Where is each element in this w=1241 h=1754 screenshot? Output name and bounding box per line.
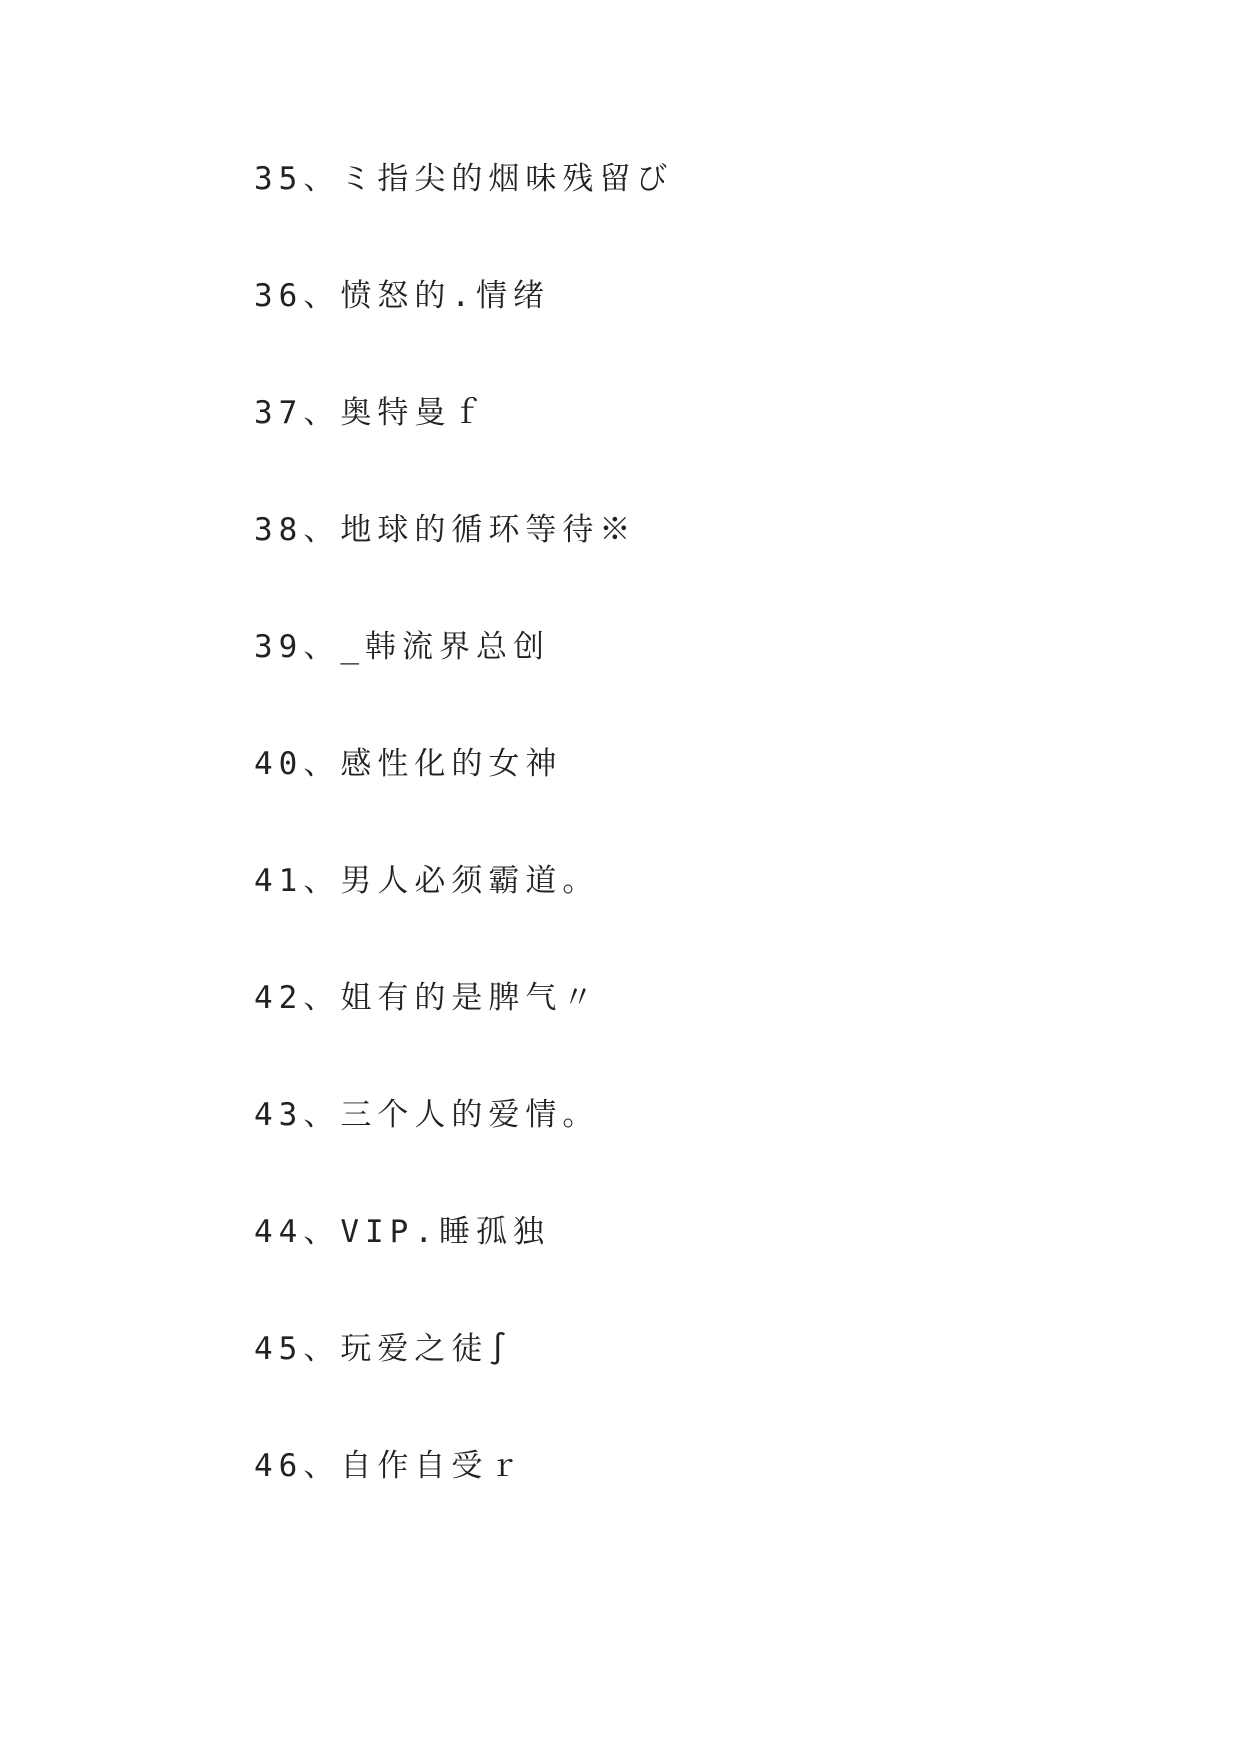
list-item: 43、三个人的爱情。	[254, 1097, 600, 1133]
list-item: 40、感性化的女神	[254, 746, 563, 782]
list-item: 42、姐有的是脾气〃	[254, 980, 600, 1016]
list-item: 35、ミ指尖的烟味残留び	[254, 161, 674, 197]
list-item: 44、VIP.睡孤独	[254, 1214, 550, 1250]
list-item: 46、自作自受ｒ	[254, 1448, 526, 1484]
nickname-list	[254, 160, 673, 1564]
list-item: 36、愤怒的.情绪	[254, 278, 550, 314]
list-item: 38、地球的循环等待※	[254, 512, 637, 548]
list-item: 39、_韩流界总创	[254, 629, 550, 665]
list-item: 41、男人必须霸道。	[254, 863, 600, 899]
list-item: 45、玩爱之徒∫	[254, 1331, 513, 1367]
list-item: 37、奥特曼ｆ	[254, 395, 489, 431]
